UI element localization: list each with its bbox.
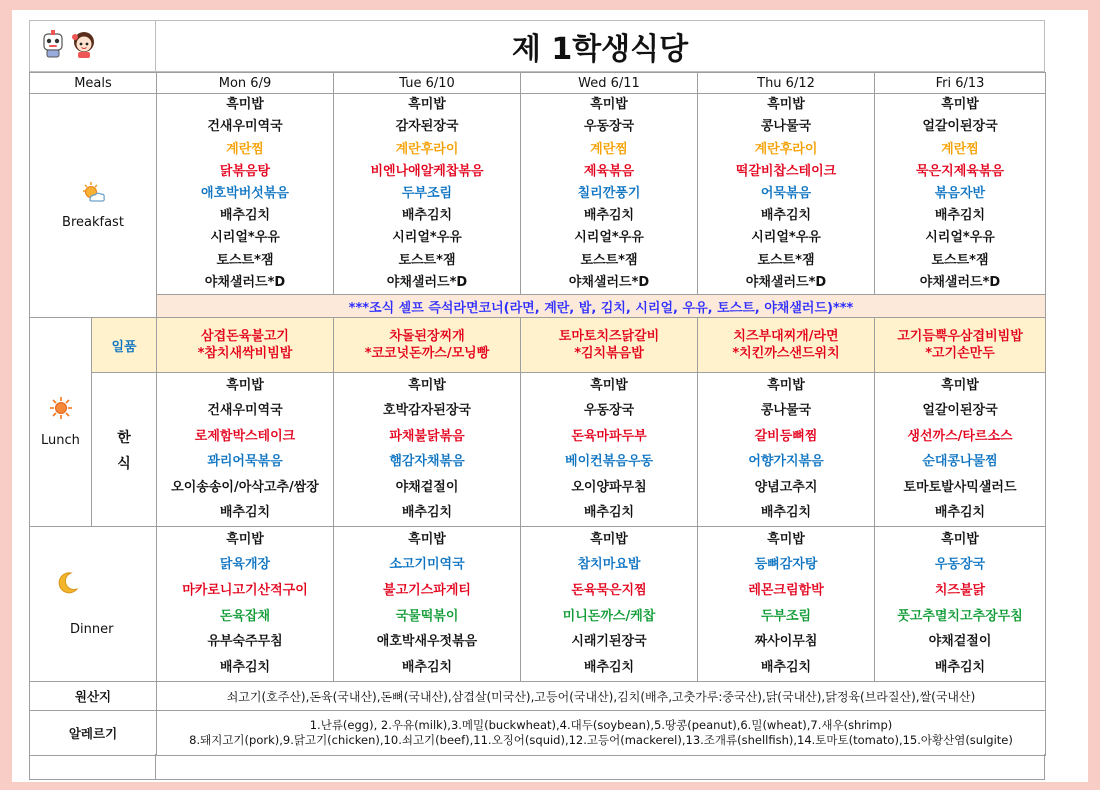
menu-item: 배추김치	[934, 660, 986, 676]
menu-item: 배추김치	[934, 208, 986, 224]
origin-label: 원산지	[30, 682, 157, 711]
mascot-logo	[38, 28, 108, 64]
hansik-label-1: 한	[117, 429, 131, 446]
origin-text: 쇠고기(호주산),돈육(국내산),돈뼈(국내산),삼겹살(미국산),고등어(국내산),김치(배추,고춧가루:중국산),닭(국내산),닭정육(브라질산),쌀(국내산)	[157, 682, 1046, 711]
menu-item: 배추김치	[583, 208, 635, 224]
menu-item: 배추김치	[219, 660, 271, 676]
menu-item: 두부조림	[401, 185, 453, 201]
menu-item: 양념고추지	[754, 479, 818, 495]
menu-item: 돈육잡채	[219, 608, 271, 624]
hansik-thu	[698, 373, 875, 527]
menu-item: 계란후라이	[754, 141, 818, 157]
dinner-thu	[698, 527, 875, 682]
hansik-mon	[157, 373, 334, 527]
day-header: Mon 6/9	[157, 73, 334, 94]
hansik-wed	[521, 373, 698, 527]
breakfast-label-cell	[30, 94, 157, 318]
breakfast-label: Breakfast	[62, 215, 124, 230]
bottom-blank-cell	[156, 754, 1045, 780]
breakfast-note-row	[30, 295, 1046, 318]
ilpum-fri: 고기듬뿍우삼겹비빔밥 *고기손만두	[875, 318, 1046, 373]
menu-item: 치즈불닭	[934, 583, 986, 599]
ilpum-tue: 차돌된장찌개 *코코넛돈까스/모닝빵	[334, 318, 521, 373]
menu-item: 흑미밥	[941, 97, 979, 113]
menu-item: 풋고추멸치고추장무침	[897, 608, 1023, 624]
menu-item: 야채샐러드*D	[745, 274, 827, 290]
menu-item: 등뼈감자탕	[754, 557, 818, 573]
allergy-row	[30, 711, 1046, 756]
menu-sheet	[12, 10, 1088, 782]
lunch-hansik-row	[30, 373, 1046, 527]
menu-item: 닭육개장	[219, 557, 271, 573]
menu-item: 야채샐러드*D	[919, 274, 1001, 290]
sun-cloud-icon	[30, 181, 156, 207]
menu-item: 우동장국	[583, 403, 635, 419]
menu-item: 계란후라이	[395, 141, 459, 157]
menu-item: 토스트*잼	[580, 252, 638, 268]
menu-item: 애호박새우젓볶음	[376, 634, 478, 650]
menu-item: 시리얼*우유	[392, 230, 462, 246]
menu-item: 배추김치	[219, 505, 271, 521]
menu-item: 토스트*잼	[757, 252, 815, 268]
menu-item: 칠리깐풍기	[577, 185, 641, 201]
day-header: Wed 6/11	[521, 73, 698, 94]
menu-item: 흑미밥	[226, 377, 264, 393]
breakfast-day-wed	[521, 94, 698, 295]
breakfast-day-mon	[157, 94, 334, 295]
menu-item: 배추김치	[583, 660, 635, 676]
menu-item: 시리얼*우유	[574, 230, 644, 246]
menu-item: 우동장국	[583, 119, 635, 135]
menu-item: 흑미밥	[590, 97, 628, 113]
menu-item: 야채겉절이	[395, 479, 459, 495]
menu-item: 파채불닭볶음	[389, 428, 465, 444]
menu-item: 건새우미역국	[207, 119, 283, 135]
menu-item: 묵은지제육볶음	[916, 163, 1004, 179]
lunch-label: Lunch	[41, 432, 80, 448]
menu-item: 두부조림	[760, 608, 812, 624]
menu-item: 오이송송이/아삭고추/쌈장	[171, 479, 319, 495]
menu-item: 제육볶음	[583, 163, 635, 179]
menu-item: 닭볶음탕	[219, 163, 271, 179]
menu-item: 야채샐러드*D	[568, 274, 650, 290]
menu-item: 마카로니고기산적구이	[182, 583, 308, 599]
breakfast-day-fri	[875, 94, 1046, 295]
menu-item: 베이컨볶음우동	[565, 454, 653, 470]
menu-item: 얼갈이된장국	[922, 403, 998, 419]
menu-item: 어묵볶음	[760, 185, 812, 201]
menu-item: 흑미밥	[226, 97, 264, 113]
page-title: 제 1학생식당	[156, 20, 1045, 72]
menu-item: 호박감자된장국	[383, 403, 471, 419]
menu-item: 흑미밥	[767, 97, 805, 113]
dinner-label-cell	[30, 527, 157, 682]
menu-item: 야채샐러드*D	[386, 274, 468, 290]
ilpum-wed: 토마토치즈닭갈비 *김치볶음밥	[521, 318, 698, 373]
menu-item: 야채겉절이	[928, 634, 992, 650]
menu-item: 시리얼*우유	[925, 230, 995, 246]
menu-item: 흑미밥	[408, 531, 446, 547]
menu-item: 흑미밥	[408, 377, 446, 393]
day-header: Tue 6/10	[334, 73, 521, 94]
menu-item: 배추김치	[219, 208, 271, 224]
dinner-label: Dinner	[70, 621, 114, 637]
allergy-label: 알레르기	[30, 711, 157, 756]
menu-item: 시리얼*우유	[751, 230, 821, 246]
menu-item: 배추김치	[401, 660, 453, 676]
menu-item: 생선까스/타르소스	[907, 428, 1013, 444]
breakfast-day-tue	[334, 94, 521, 295]
menu-item: 토스트*잼	[216, 252, 274, 268]
allergy-line-1: 1.난류(egg), 2.우유(milk),3.메밀(buckwheat),4.대두(soybean),5.땅콩(peanut),6.밀(wheat),7.새우(shrimp)	[309, 718, 893, 732]
menu-item: 콩나물국	[760, 119, 812, 135]
menu-item: 흑미밥	[226, 531, 264, 547]
menu-item: 감자된장국	[395, 119, 459, 135]
dinner-wed	[521, 527, 698, 682]
ilpum-thu: 치즈부대찌개/라면 *치킨까스샌드위치	[698, 318, 875, 373]
menu-item: 갈비등뼈찜	[754, 428, 818, 444]
menu-item: 배추김치	[760, 208, 812, 224]
menu-item: 떡갈비찹스테이크	[735, 163, 837, 179]
bottom-blank-row	[29, 754, 1045, 780]
breakfast-row	[30, 94, 1046, 295]
menu-item: 시래기된장국	[571, 634, 647, 650]
menu-item: 배추김치	[583, 505, 635, 521]
hansik-label	[92, 373, 157, 527]
menu-item: 토스트*잼	[931, 252, 989, 268]
breakfast-note: ***조식 셀프 즉석라면코너(라면, 계란, 밥, 김치, 시리얼, 우유, 토스트, 야채샐러드)***	[157, 295, 1046, 318]
dinner-row	[30, 527, 1046, 682]
menu-item: 짜사이무침	[754, 634, 818, 650]
menu-item: 돈육묵은지찜	[571, 583, 647, 599]
menu-item: 배추김치	[934, 505, 986, 521]
hansik-label-2: 식	[117, 455, 131, 472]
menu-item: 애호박버섯볶음	[201, 185, 289, 201]
menu-item: 어향가지볶음	[748, 454, 824, 470]
menu-item: 우동장국	[934, 557, 986, 573]
menu-item: 야채샐러드*D	[204, 274, 286, 290]
menu-item: 유부숙주무침	[207, 634, 283, 650]
menu-item: 흑미밥	[590, 531, 628, 547]
allergy-text	[157, 711, 1046, 756]
menu-item: 돈육마파두부	[571, 428, 647, 444]
menu-item: 토마토발사믹샐러드	[903, 479, 1017, 495]
menu-item: 비엔나애알케찹볶음	[370, 163, 484, 179]
sun-icon	[30, 397, 91, 423]
menu-item: 흑미밥	[941, 531, 979, 547]
menu-item: 배추김치	[760, 505, 812, 521]
ilpum-mon: 삼겹돈육불고기 *참치새싹비빔밥	[157, 318, 334, 373]
day-header: Thu 6/12	[698, 73, 875, 94]
ilpum-label: 일품	[92, 318, 157, 373]
day-header: Fri 6/13	[875, 73, 1046, 94]
menu-item: 토스트*잼	[398, 252, 456, 268]
menu-item: 오이양파무침	[571, 479, 647, 495]
bottom-blank-cell	[29, 754, 156, 780]
dinner-mon	[157, 527, 334, 682]
menu-item: 배추김치	[401, 208, 453, 224]
menu-item: 흑미밥	[767, 377, 805, 393]
menu-item: 얼갈이된장국	[922, 119, 998, 135]
menu-item: 흑미밥	[590, 377, 628, 393]
menu-item: 꽈리어묵볶음	[207, 454, 283, 470]
menu-item: 배추김치	[401, 505, 453, 521]
menu-table	[29, 72, 1046, 756]
menu-item: 흑미밥	[408, 97, 446, 113]
moon-icon	[58, 572, 156, 598]
hansik-fri	[875, 373, 1046, 527]
menu-item: 흑미밥	[767, 531, 805, 547]
menu-item: 불고기스파게티	[383, 583, 471, 599]
breakfast-day-thu	[698, 94, 875, 295]
menu-item: 소고기미역국	[389, 557, 465, 573]
menu-item: 국물떡볶이	[395, 608, 459, 624]
lunch-ilpum-row	[30, 318, 1046, 373]
menu-item: 햄감자채볶음	[389, 454, 465, 470]
menu-item: 로제함박스테이크	[194, 428, 296, 444]
header-row	[30, 73, 1046, 94]
menu-item: 순대콩나물찜	[922, 454, 998, 470]
menu-item: 배추김치	[760, 660, 812, 676]
menu-item: 흑미밥	[941, 377, 979, 393]
menu-item: 레몬크림함박	[748, 583, 824, 599]
dinner-tue	[334, 527, 521, 682]
menu-item: 콩나물국	[760, 403, 812, 419]
menu-item: 미니돈까스/케찹	[562, 608, 656, 624]
menu-item: 계란찜	[226, 141, 264, 157]
dinner-fri	[875, 527, 1046, 682]
allergy-line-2: 8.돼지고기(pork),9.닭고기(chicken),10.쇠고기(beef),11.오징어(squid),12.고등어(mackerel),13.조개류(shellfish),14.토마토(tomato),15.아황산염(sulgite)	[189, 733, 1013, 747]
menu-item: 계란찜	[590, 141, 628, 157]
meals-header: Meals	[30, 73, 157, 94]
menu-item: 계란찜	[941, 141, 979, 157]
menu-item: 볶음자반	[934, 185, 986, 201]
lunch-label-cell	[30, 318, 92, 527]
menu-item: 참치마요밥	[577, 557, 641, 573]
menu-item: 시리얼*우유	[210, 230, 280, 246]
menu-item: 건새우미역국	[207, 403, 283, 419]
origin-row	[30, 682, 1046, 711]
hansik-tue	[334, 373, 521, 527]
